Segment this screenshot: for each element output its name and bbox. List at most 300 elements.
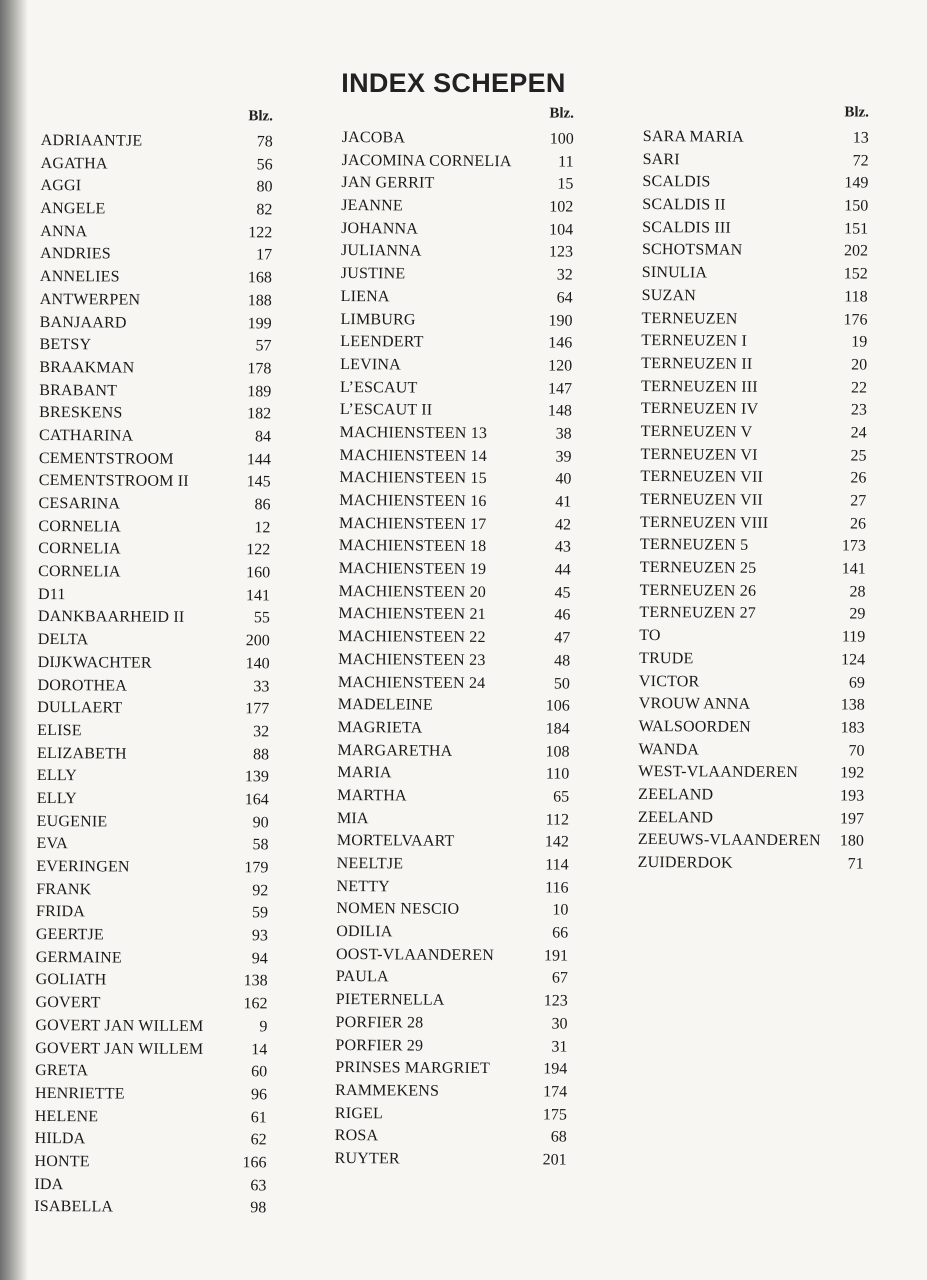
index-entry xyxy=(638,739,864,763)
index-entry xyxy=(340,331,572,355)
page-number: 23 xyxy=(850,401,867,419)
index-entry xyxy=(38,629,270,653)
ship-name: ELIZABETH xyxy=(37,744,127,763)
page-number: 56 xyxy=(256,156,273,174)
page-number: 176 xyxy=(843,310,868,329)
index-entry xyxy=(638,829,864,853)
index-entry xyxy=(41,153,273,177)
index-entry xyxy=(36,901,268,925)
ship-name: MARIA xyxy=(337,764,392,782)
index-entry xyxy=(341,240,573,264)
page-number: 55 xyxy=(253,609,270,627)
ship-name: TERNEUZEN I xyxy=(641,332,748,350)
ship-name: CORNELIA xyxy=(38,563,121,581)
index-entry xyxy=(39,402,271,426)
page-number: 199 xyxy=(247,314,272,332)
page-number: 119 xyxy=(841,628,866,646)
index-entry xyxy=(338,671,570,695)
page-number: 69 xyxy=(848,673,866,692)
ship-name: SARI xyxy=(642,150,680,168)
index-entry xyxy=(40,198,272,222)
ship-name: SUZAN xyxy=(641,286,697,305)
ship-name: PAULA xyxy=(335,968,389,986)
page-number: 46 xyxy=(554,606,571,625)
page-number: 201 xyxy=(542,1151,567,1169)
page-number: 200 xyxy=(245,632,270,650)
page-number: 100 xyxy=(549,130,574,148)
ship-name: ODILIA xyxy=(336,923,393,941)
page-number: 90 xyxy=(252,813,269,832)
ship-name: MORTELVAART xyxy=(336,832,455,851)
index-entry xyxy=(38,516,270,540)
page-number: 104 xyxy=(549,221,574,239)
index-entry xyxy=(34,1196,266,1220)
page-number: 202 xyxy=(843,242,869,261)
index-entry xyxy=(39,470,271,494)
ship-name: BANJAARD xyxy=(39,313,127,332)
page-number: 138 xyxy=(840,696,865,714)
page-number: 123 xyxy=(543,992,568,1010)
ship-name: CORNELIA xyxy=(38,540,121,558)
ship-name: RUYTER xyxy=(334,1149,400,1168)
page-number: 70 xyxy=(848,742,865,760)
page-number: 114 xyxy=(545,856,569,874)
ship-name: TERNEUZEN VII xyxy=(640,490,764,509)
ship-name: CORNELIA xyxy=(38,517,121,536)
page-number: 110 xyxy=(545,765,570,783)
page-number: 41 xyxy=(555,493,572,511)
index-entry xyxy=(640,444,866,468)
ship-name: LEENDERT xyxy=(340,333,424,351)
ship-name: IDA xyxy=(34,1175,64,1193)
index-entry xyxy=(39,334,271,358)
ship-name: GERMAINE xyxy=(35,948,122,967)
page-number: 174 xyxy=(543,1083,568,1101)
ship-name: MACHIENSTEEN 14 xyxy=(339,446,488,465)
ship-name: TO xyxy=(639,627,661,645)
index-entry xyxy=(35,1037,267,1061)
ship-name: JOHANNA xyxy=(341,219,419,238)
ship-name: NETTY xyxy=(336,877,391,896)
page-number: 43 xyxy=(554,538,571,556)
page-number: 44 xyxy=(554,561,571,579)
index-entry xyxy=(36,947,268,971)
index-entry xyxy=(35,1015,267,1039)
ship-name: RIGEL xyxy=(334,1104,384,1122)
page-number: 140 xyxy=(245,655,270,673)
ship-name: ZUIDERDOK xyxy=(637,853,733,872)
index-entry xyxy=(40,266,272,290)
index-entry xyxy=(39,493,271,517)
ship-name: MACHIENSTEEN 20 xyxy=(338,582,487,601)
index-entry xyxy=(37,720,269,744)
page-number: 26 xyxy=(850,515,867,533)
ship-name: DANKBAARHEID II xyxy=(37,608,185,627)
index-entry xyxy=(338,649,570,673)
ship-name: ZEELAND xyxy=(638,785,714,804)
index-entry xyxy=(37,697,269,721)
ship-list xyxy=(34,130,273,1220)
index-entry xyxy=(336,876,568,900)
page-number: 106 xyxy=(545,697,570,715)
index-entry xyxy=(342,127,574,151)
index-entry xyxy=(642,194,868,218)
ship-name: HELENE xyxy=(34,1107,99,1125)
index-entry xyxy=(640,466,866,490)
ship-name: OOST-VLAANDEREN xyxy=(336,945,495,964)
index-entry xyxy=(641,376,867,400)
page-number: 102 xyxy=(549,198,574,216)
page-number: 139 xyxy=(244,768,269,786)
ship-name: ANNELIES xyxy=(39,268,120,286)
index-entry xyxy=(342,150,574,174)
page-number: 33 xyxy=(253,677,270,695)
index-entry xyxy=(340,422,572,446)
page-number: 144 xyxy=(246,450,271,469)
index-entry xyxy=(338,717,570,741)
index-entry xyxy=(642,262,868,286)
page-number: 147 xyxy=(547,380,573,398)
page-number: 94 xyxy=(251,950,268,968)
index-entry xyxy=(335,1034,567,1058)
index-entry xyxy=(638,807,864,831)
index-entry xyxy=(35,992,267,1016)
index-entry xyxy=(641,307,867,331)
page-number: 123 xyxy=(548,243,574,262)
ship-name: HENRIETTE xyxy=(34,1084,125,1103)
index-entry xyxy=(639,693,865,717)
ship-name: MACHIENSTEEN 16 xyxy=(339,491,487,511)
page-number: 122 xyxy=(248,224,273,242)
page-number: 57 xyxy=(255,337,272,355)
index-entry xyxy=(338,626,570,650)
page-number: 93 xyxy=(251,927,268,945)
page-number: 141 xyxy=(245,587,271,605)
page-number: 13 xyxy=(852,129,869,147)
index-column-3 xyxy=(637,103,869,873)
ship-name: FRIDA xyxy=(36,903,86,921)
index-entry xyxy=(339,581,571,605)
page-number: 11 xyxy=(558,153,574,171)
page-number: 80 xyxy=(256,178,273,196)
page-number: 10 xyxy=(552,901,569,919)
index-entry xyxy=(335,1125,567,1149)
page-number: 26 xyxy=(850,469,867,487)
ship-name: ZEEUWS-VLAANDEREN xyxy=(637,831,821,850)
page-number: 59 xyxy=(252,904,269,922)
index-entry xyxy=(335,1080,567,1104)
ship-name: EVERINGEN xyxy=(36,857,130,876)
page-number: 30 xyxy=(551,1015,568,1033)
page-number: 71 xyxy=(847,855,864,873)
ship-name: AGGI xyxy=(40,177,82,195)
ship-name: TERNEUZEN xyxy=(641,309,738,328)
ship-name: DIJKWACHTER xyxy=(37,653,152,672)
page-number: 96 xyxy=(250,1086,268,1104)
ship-name: AGATHA xyxy=(40,154,108,173)
page-number: 15 xyxy=(557,175,574,193)
ship-name: BETSY xyxy=(39,336,92,354)
page-number: 84 xyxy=(254,428,272,446)
index-entry xyxy=(40,221,272,245)
index-entry xyxy=(37,788,269,812)
ship-name: JULIANNA xyxy=(340,242,422,260)
page-number: 149 xyxy=(844,174,869,192)
ship-name: LIMBURG xyxy=(340,310,416,329)
ship-name: ISABELLA xyxy=(34,1198,114,1216)
ship-name: WEST-VLAANDEREN xyxy=(638,763,799,782)
page-number: 173 xyxy=(841,537,866,555)
index-entry xyxy=(337,830,569,854)
page-number: 120 xyxy=(548,357,573,375)
index-entry xyxy=(639,625,865,649)
page-number: 65 xyxy=(553,788,570,806)
ship-name: ANNA xyxy=(40,222,88,241)
index-entry xyxy=(37,743,269,767)
index-column-1 xyxy=(34,107,273,1217)
page-number: 138 xyxy=(243,972,268,990)
ship-name: MACHIENSTEEN 13 xyxy=(339,423,488,442)
page-number: 118 xyxy=(844,288,868,306)
ship-name: EVA xyxy=(36,835,68,853)
page-number: 166 xyxy=(242,1154,267,1172)
ship-name: ADRIAANTJE xyxy=(40,131,143,150)
index-entry xyxy=(38,561,270,585)
index-entry xyxy=(639,670,865,694)
ship-name: TERNEUZEN 25 xyxy=(639,559,757,577)
page-number: 92 xyxy=(252,881,269,900)
page-number: 12 xyxy=(254,518,271,537)
index-entry xyxy=(39,448,271,472)
ship-name: HONTE xyxy=(34,1152,90,1171)
index-entry xyxy=(336,898,568,922)
page-number: 19 xyxy=(851,333,868,351)
page-number: 98 xyxy=(250,1199,267,1217)
index-entry xyxy=(34,1151,266,1175)
page-number: 190 xyxy=(548,311,573,330)
page-number: 146 xyxy=(548,334,573,352)
ship-name: DELTA xyxy=(37,631,89,649)
page-number: 191 xyxy=(543,947,569,965)
ship-name: VROUW ANNA xyxy=(638,695,751,713)
page-number: 25 xyxy=(850,447,867,465)
ship-name: MACHIENSTEEN 15 xyxy=(339,469,487,488)
index-entry xyxy=(337,853,569,877)
index-entry xyxy=(340,354,572,378)
ship-name: ELLY xyxy=(36,767,78,785)
ship-name: SCALDIS II xyxy=(642,196,726,214)
ship-name: TERNEUZEN VII xyxy=(640,468,764,487)
index-entry xyxy=(339,445,571,469)
index-entry xyxy=(336,921,568,945)
index-entry xyxy=(39,357,271,381)
page-number: 28 xyxy=(849,583,866,601)
page-number: 150 xyxy=(844,197,869,215)
ship-name: TERNEUZEN 27 xyxy=(639,604,757,623)
ship-name: CESARINA xyxy=(38,494,121,513)
index-entry xyxy=(36,969,268,993)
page-number: 164 xyxy=(244,791,269,809)
index-entry xyxy=(36,924,268,948)
page-number: 188 xyxy=(247,292,272,310)
index-entry xyxy=(339,490,571,514)
ship-name: PORFIER 29 xyxy=(335,1036,424,1055)
page-number: 179 xyxy=(244,859,269,877)
ship-name: ANDRIES xyxy=(40,245,111,263)
page-number: 112 xyxy=(545,811,570,829)
index-entry xyxy=(642,285,868,309)
ship-name: VICTOR xyxy=(638,672,700,690)
index-entry xyxy=(335,1148,567,1172)
index-entry xyxy=(639,648,865,672)
ship-name: WALSOORDEN xyxy=(638,717,751,736)
index-entry xyxy=(339,513,571,537)
ship-name: EUGENIE xyxy=(36,812,108,831)
ship-name: ANTWERPEN xyxy=(39,290,141,309)
page-number: 9 xyxy=(259,1018,268,1036)
page-number: 177 xyxy=(245,700,270,718)
ship-name: MACHIENSTEEN 18 xyxy=(338,537,487,556)
ship-name: ZEELAND xyxy=(637,808,714,827)
index-entry xyxy=(638,852,864,876)
ship-name: FRANK xyxy=(36,880,92,899)
index-entry xyxy=(39,380,271,404)
page-number: 168 xyxy=(247,269,273,287)
page-number: 151 xyxy=(844,220,869,238)
page-number: 160 xyxy=(246,564,271,582)
ship-name: MACHIENSTEEN 21 xyxy=(338,605,486,624)
index-entry xyxy=(39,425,271,449)
index-entry xyxy=(339,558,571,582)
ship-name: ROSA xyxy=(334,1127,379,1145)
ship-name: CATHARINA xyxy=(38,426,134,445)
index-entry xyxy=(35,1083,267,1107)
ship-name: GOVERT JAN WILLEM xyxy=(35,1016,204,1035)
index-entry xyxy=(640,557,866,581)
page-number: 29 xyxy=(849,605,866,624)
page-number: 40 xyxy=(555,470,572,488)
page-number: 64 xyxy=(556,289,573,307)
ship-name: SCALDIS III xyxy=(642,218,732,237)
ship-name: SCALDIS xyxy=(642,173,711,191)
index-entry xyxy=(638,784,864,808)
page-number: 14 xyxy=(251,1040,268,1058)
page-number: 78 xyxy=(256,133,273,151)
ship-name: JEANNE xyxy=(341,197,403,215)
page-number: 183 xyxy=(840,719,865,737)
ship-name: JUSTINE xyxy=(340,265,406,283)
index-entry xyxy=(337,808,569,832)
ship-name: CEMENTSTROOM II xyxy=(38,472,189,491)
index-entry xyxy=(335,1057,567,1081)
index-entry xyxy=(341,218,573,242)
ship-name: MARTHA xyxy=(337,786,407,805)
ship-name: ANGELE xyxy=(40,200,106,218)
index-entry xyxy=(339,467,571,491)
page-number: 67 xyxy=(551,969,568,988)
index-entry xyxy=(336,944,568,968)
index-entry xyxy=(641,330,867,354)
page-number: 32 xyxy=(253,723,270,741)
ship-name: L’ESCAUT II xyxy=(339,401,433,419)
ship-name: PRINSES MARGRIET xyxy=(335,1059,491,1078)
index-entry xyxy=(640,534,866,558)
page-number: 27 xyxy=(850,492,867,510)
ship-name: HILDA xyxy=(34,1130,86,1148)
index-entry xyxy=(640,489,866,513)
index-entry xyxy=(38,538,270,562)
index-entry xyxy=(35,1060,267,1084)
page-number: 189 xyxy=(247,382,272,400)
page-number: 162 xyxy=(243,995,268,1013)
page-number: 47 xyxy=(554,629,571,647)
page-number: 184 xyxy=(545,720,570,738)
page-column-header: Blz. xyxy=(248,108,273,125)
index-entry xyxy=(340,308,572,332)
ship-name: TERNEUZEN III xyxy=(640,377,758,396)
index-entry xyxy=(36,856,268,880)
ship-name: JACOBA xyxy=(341,128,406,147)
index-entry xyxy=(337,785,569,809)
index-entry xyxy=(338,694,570,718)
index-entry xyxy=(37,765,269,789)
ship-name: TERNEUZEN V xyxy=(640,422,753,441)
ship-name: SARA MARIA xyxy=(642,127,744,146)
index-entry xyxy=(643,149,869,173)
book-binding-shadow xyxy=(0,0,28,1280)
index-entry xyxy=(340,399,572,423)
ship-name: SINULIA xyxy=(641,264,708,282)
index-entry xyxy=(638,761,864,785)
ship-name: RAMMEKENS xyxy=(335,1081,440,1100)
index-column-2 xyxy=(334,104,574,1169)
page-number: 66 xyxy=(552,924,569,942)
index-entry xyxy=(337,762,569,786)
ship-name: GRETA xyxy=(35,1062,89,1080)
page-number: 60 xyxy=(251,1063,268,1081)
page-number: 182 xyxy=(247,405,272,423)
page-column-header: Blz. xyxy=(844,104,869,121)
index-entry xyxy=(640,580,866,604)
page-number: 197 xyxy=(839,810,865,828)
ship-name: TERNEUZEN VI xyxy=(640,445,758,464)
index-entry xyxy=(38,606,270,630)
ship-name: MIA xyxy=(336,809,369,827)
page-number: 20 xyxy=(851,356,868,374)
ship-name: TERNEUZEN VIII xyxy=(640,513,769,532)
ship-name: GOLIATH xyxy=(35,971,107,989)
index-entry xyxy=(336,966,568,990)
page-number: 45 xyxy=(554,584,571,602)
ship-name: TERNEUZEN IV xyxy=(640,400,759,419)
page-number: 192 xyxy=(840,764,865,782)
ship-name: BRAAKMAN xyxy=(39,358,135,377)
index-entry xyxy=(341,195,573,219)
ship-name: ELISE xyxy=(37,721,82,740)
page-number: 122 xyxy=(246,541,271,559)
ship-name: LIENA xyxy=(340,287,390,306)
ship-name: TERNEUZEN 5 xyxy=(639,536,749,555)
ship-name: NOMEN NESCIO xyxy=(336,900,460,919)
page-number: 148 xyxy=(547,402,572,420)
index-entry xyxy=(34,1174,266,1198)
index-entry xyxy=(641,353,867,377)
page-number: 48 xyxy=(554,652,571,670)
ship-name: MARGARETHA xyxy=(337,741,453,760)
page-number: 141 xyxy=(841,560,866,578)
page-number: 17 xyxy=(256,246,273,264)
ship-name: TERNEUZEN II xyxy=(641,354,753,373)
